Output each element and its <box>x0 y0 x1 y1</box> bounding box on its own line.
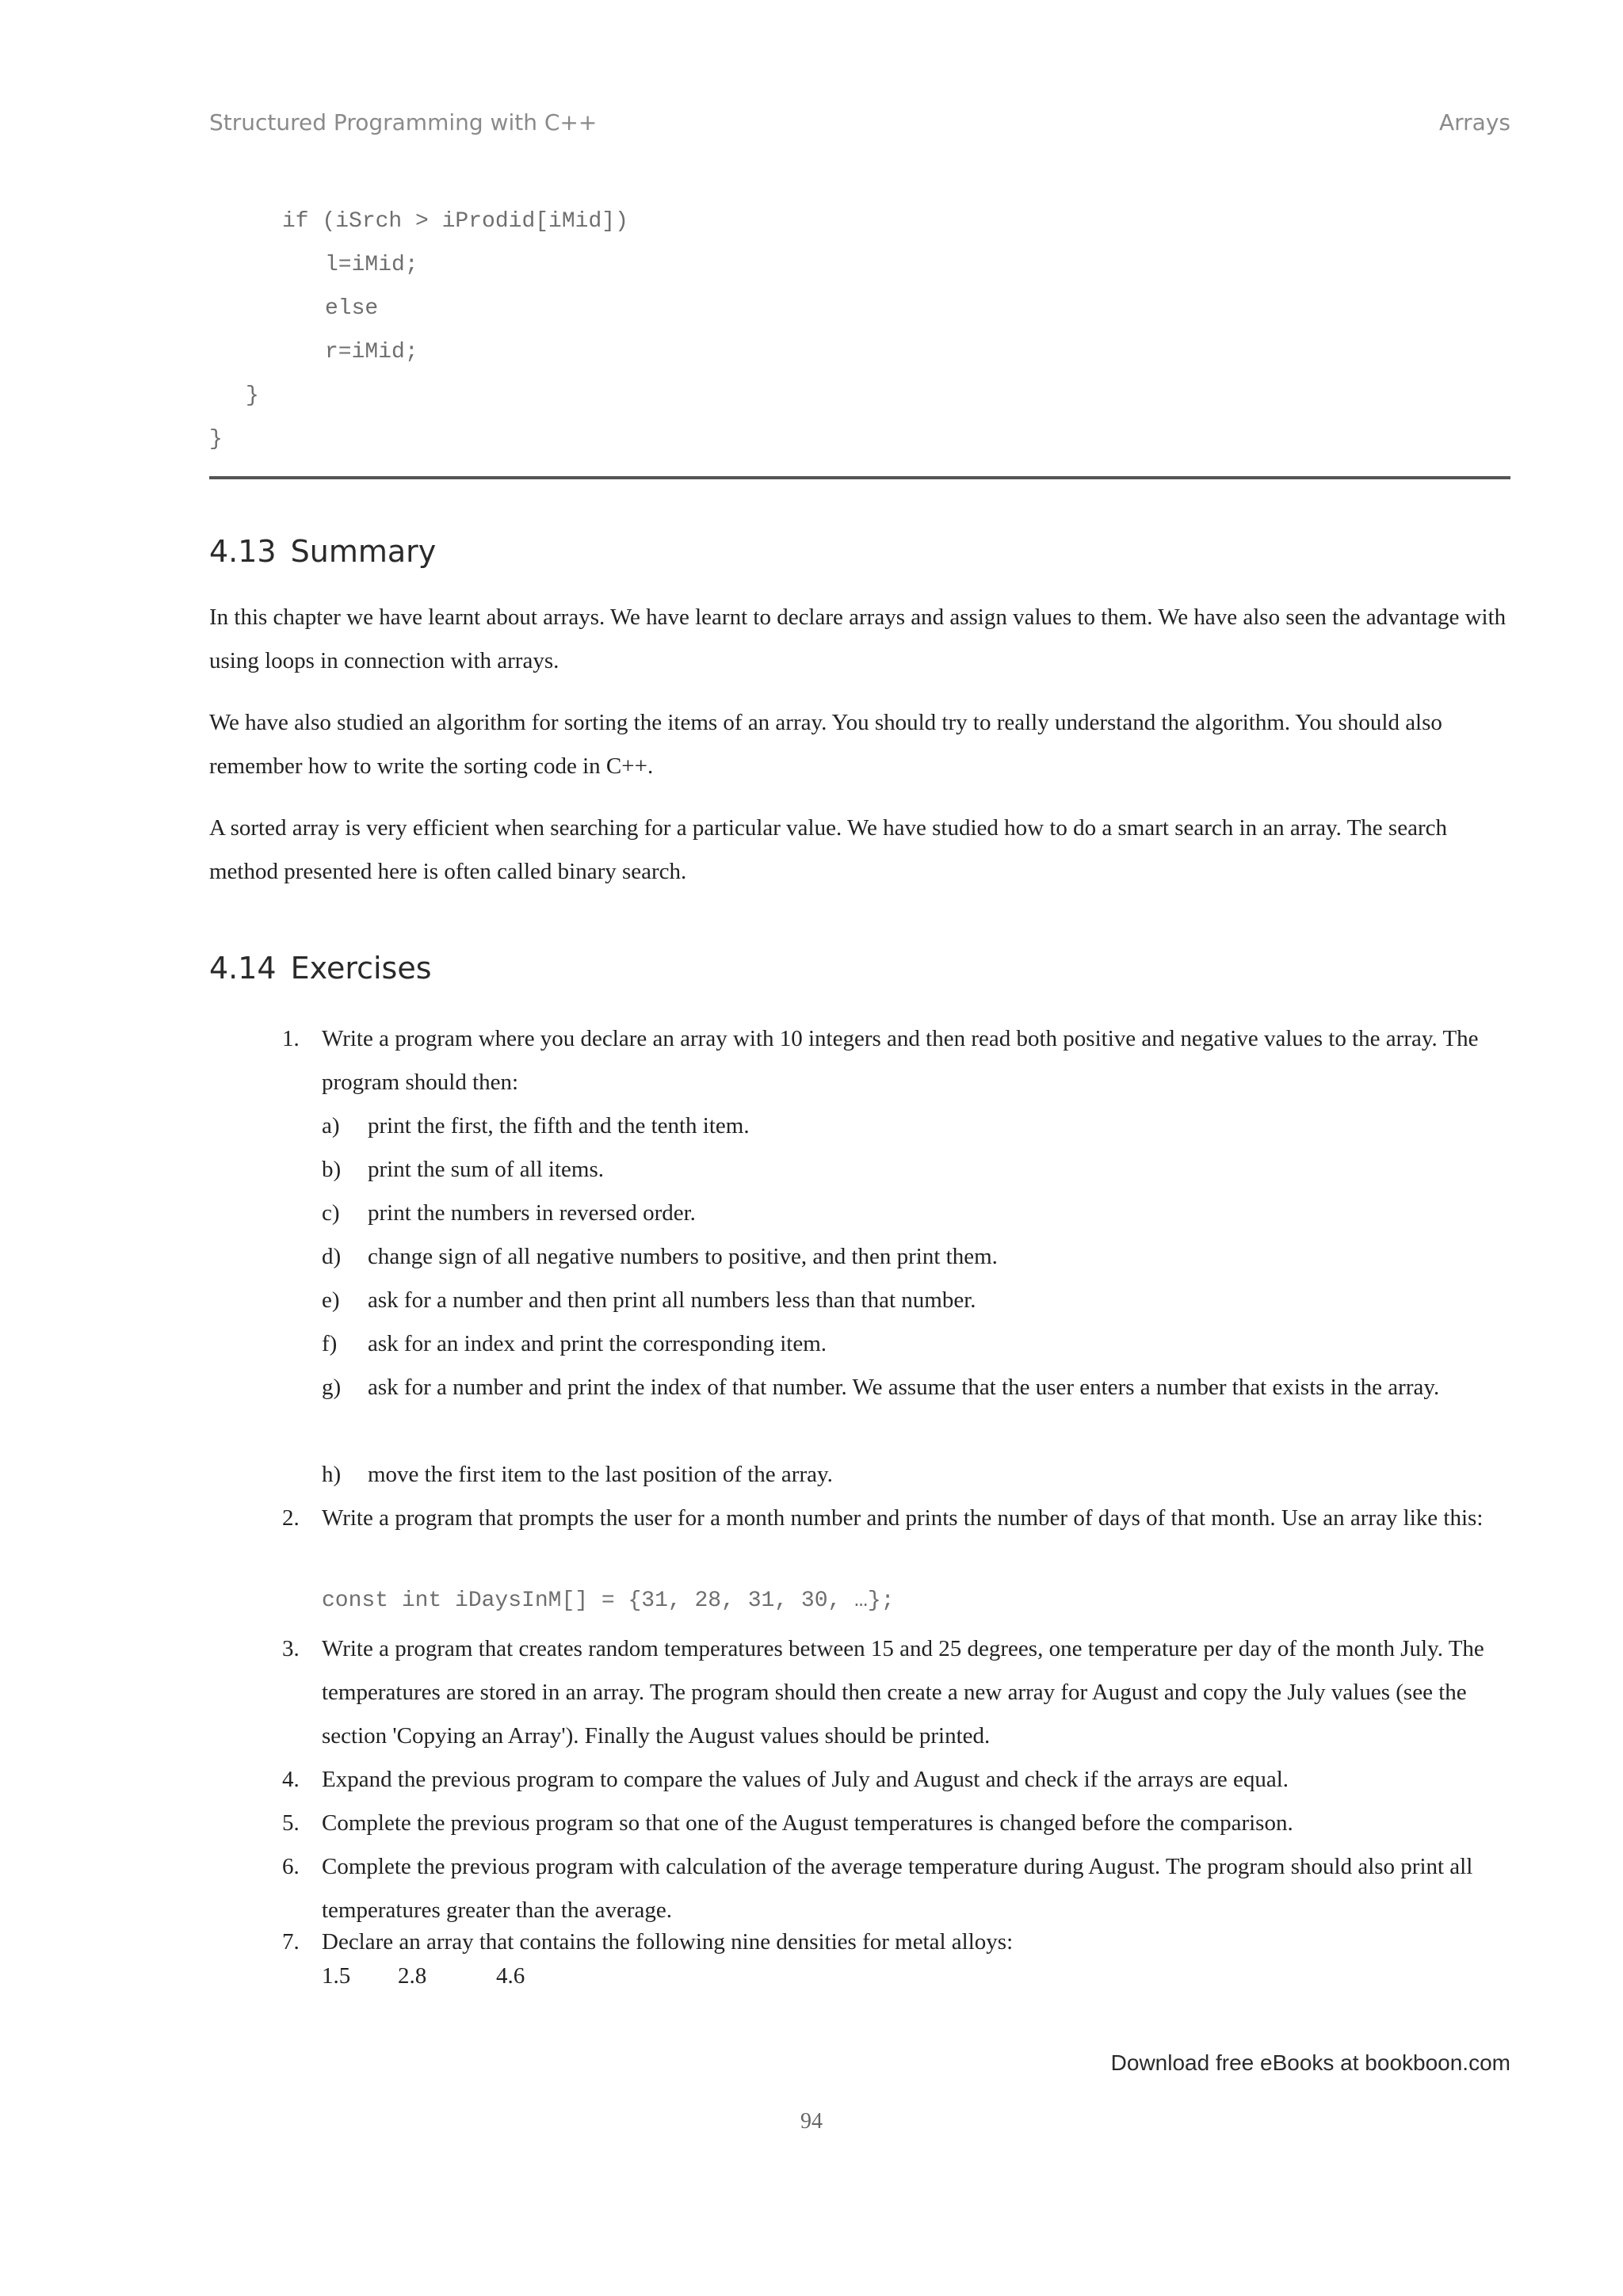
exercise-text: Write a program where you declare an array with 10 integers and then read both positive and negative values to the array. The program should then: <box>322 1026 1479 1095</box>
exercise-number: 6. <box>282 1854 300 1879</box>
summary-paragraph: A sorted array is very efficient when searching for a particular value. We have studied how to do a smart search in an array. The search method presented here is often called binary search. <box>209 815 1447 884</box>
header-chapter-title: Arrays <box>1438 109 1510 135</box>
exercise-subitem <box>322 1279 1510 1322</box>
exercises-heading-number: 4.14 <box>209 951 277 986</box>
density-value: 4.6 <box>496 1963 525 1989</box>
code-line: } <box>209 427 223 452</box>
code-line: l=iMid; <box>325 253 418 277</box>
exercise-item <box>282 1758 1510 1802</box>
exercise-number: 4. <box>282 1767 300 1792</box>
summary-paragraph: We have also studied an algorithm for sorting the items of an array. You should try to really understand the algorithm. You should also remember how to write the sorting code in C++. <box>209 710 1442 779</box>
subitem-text: change sign of all negative numbers to positive, and then print them. <box>368 1244 998 1269</box>
exercise-item <box>282 1497 1510 1540</box>
download-link[interactable]: Download free eBooks at bookboon.com <box>1110 2050 1510 2075</box>
subitem-text: print the numbers in reversed order. <box>368 1200 696 1226</box>
exercise-item <box>282 1920 1510 1964</box>
exercise-number: 3. <box>282 1636 300 1661</box>
summary-heading-number: 4.13 <box>209 534 277 569</box>
exercise-text: Complete the previous program so that one of the August temperatures is changed before the comparison. <box>322 1810 1293 1836</box>
subitem-text: print the first, the fifth and the tenth item. <box>368 1113 750 1138</box>
exercise-text: Expand the previous program to compare the values of July and August and check if the arrays are equal. <box>322 1767 1289 1792</box>
code-example: const int iDaysInM[] = {31, 28, 31, 30, …}; <box>322 1589 895 1613</box>
subitem-marker: g) <box>322 1375 342 1400</box>
exercise-subitem <box>322 1235 1510 1279</box>
subitem-text: move the first item to the last position of the array. <box>368 1462 833 1487</box>
exercises-heading <box>209 951 432 986</box>
subitem-marker: c) <box>322 1200 340 1226</box>
code-line: } <box>246 383 259 408</box>
header-book-title: Structured Programming with C++ <box>209 109 598 135</box>
exercise-item <box>282 1845 1510 1932</box>
subitem-text: ask for an index and print the corresponding item. <box>368 1331 827 1356</box>
page-number: 94 <box>800 2109 823 2134</box>
exercise-number: 5. <box>282 1810 300 1836</box>
exercise-item <box>282 1802 1510 1845</box>
subitem-marker: b) <box>322 1157 342 1182</box>
section-divider <box>209 476 1510 479</box>
subitem-marker: d) <box>322 1244 342 1269</box>
exercise-item <box>282 1017 1510 1104</box>
exercise-subitem <box>322 1192 1510 1235</box>
subitem-marker: e) <box>322 1287 340 1313</box>
exercise-subitem <box>322 1453 1510 1497</box>
exercise-subitem <box>322 1104 1510 1148</box>
exercise-item <box>282 1627 1510 1758</box>
subitem-marker: a) <box>322 1113 340 1138</box>
exercise-text: Write a program that prompts the user for a month number and prints the number of days of that month. Use an array like this: <box>322 1505 1484 1531</box>
subitem-text: ask for a number and then print all numbers less than that number. <box>368 1287 976 1313</box>
code-line: r=iMid; <box>325 340 418 364</box>
subitem-marker: f) <box>322 1331 338 1356</box>
density-value: 1.5 <box>322 1963 351 1989</box>
code-line: if (iSrch > iProdid[iMid]) <box>282 209 628 234</box>
exercises-heading-title: Exercises <box>290 951 432 986</box>
exercise-text: Complete the previous program with calculation of the average temperature during August. The program should also print all temperatures greater than the average. <box>322 1854 1473 1923</box>
running-header <box>209 109 1510 135</box>
exercise-subitem <box>322 1148 1510 1192</box>
exercise-text: Write a program that creates random temperatures between 15 and 25 degrees, one temperature per day of the month July. The temperatures are stored in an array. The program should then create a new array for August and copy the July values (see the section 'Copying an Array'). Finally the August values should be printed. <box>322 1636 1484 1749</box>
subitem-text: ask for a number and print the index of that number. We assume that the user enters a number that exists in the array. <box>368 1375 1440 1400</box>
density-value: 2.8 <box>398 1963 427 1989</box>
summary-heading <box>209 534 436 569</box>
exercise-subitem <box>322 1366 1510 1409</box>
summary-heading-title: Summary <box>290 534 437 569</box>
exercise-number: 1. <box>282 1026 300 1051</box>
subitem-text: print the sum of all items. <box>368 1157 605 1182</box>
summary-paragraph: In this chapter we have learnt about arrays. We have learnt to declare arrays and assign values to them. We have also seen the advantage with using loops in connection with arrays. <box>209 605 1507 673</box>
exercise-number: 7. <box>282 1929 300 1955</box>
exercise-subitem <box>322 1322 1510 1366</box>
exercise-number: 2. <box>282 1505 300 1531</box>
exercise-text: Declare an array that contains the following nine densities for metal alloys: <box>322 1929 1014 1955</box>
subitem-marker: h) <box>322 1462 342 1487</box>
code-line: else <box>325 296 379 321</box>
